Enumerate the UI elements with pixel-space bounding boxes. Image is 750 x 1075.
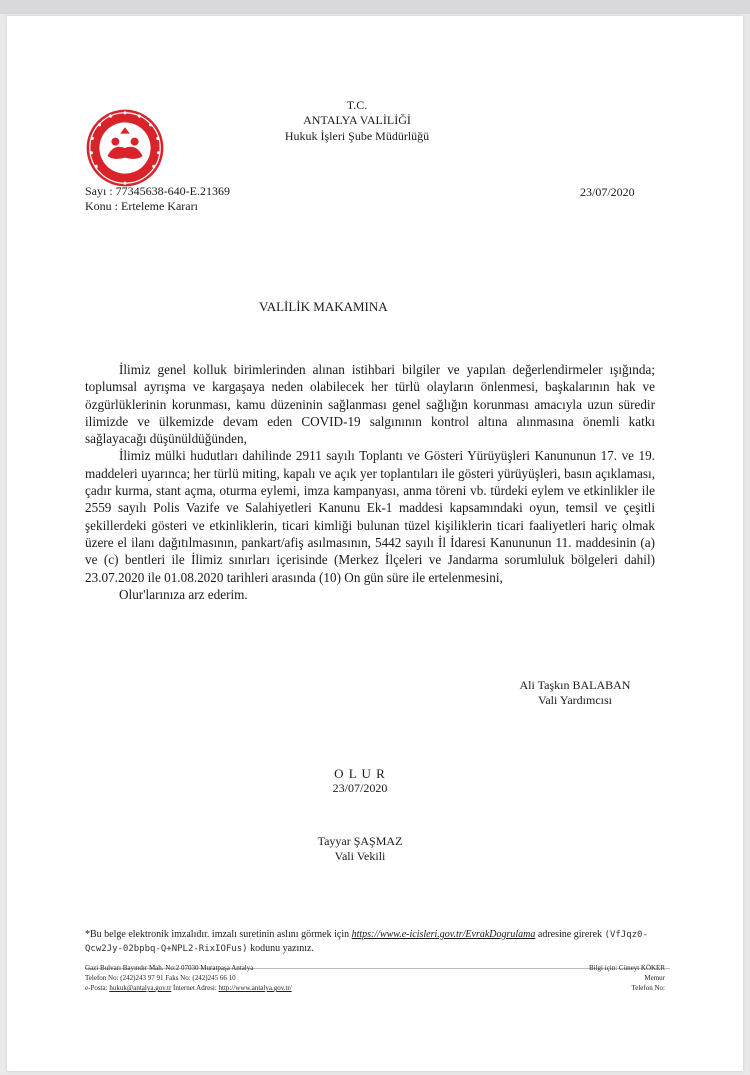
signer-1-title: Vali Yardımcısı [537, 693, 612, 707]
body-paragraph-3: Olur'larınıza arz ederim. [119, 586, 248, 602]
approval-olur: O L U R [334, 766, 386, 781]
footer-phone: Telefon No: (242)243 97 91 Faks No: (242)245 66 10 [85, 974, 236, 982]
signer-1-name: Ali Taşkın BALABAN [519, 678, 631, 692]
note-text-2: adresine girerek [535, 929, 605, 940]
document-page [7, 16, 743, 1071]
header-department: Hukuk İşleri Şube Müdürlüğü [284, 129, 430, 143]
footer-email-web [85, 983, 292, 993]
e-signature-note [85, 928, 670, 956]
email-label: e-Posta: [85, 984, 110, 992]
signer-2-title: Vali Vekili [334, 849, 386, 863]
addressee: VALİLİK MAKAMINA [259, 299, 388, 314]
email-link[interactable]: hukuk@antalya.gov.tr [109, 984, 172, 992]
signer-2 [295, 834, 425, 864]
info-contact-person: Bilgi için: Cüneyt KÖKER [588, 964, 665, 972]
note-text-3: kodunu yazınız. [247, 943, 314, 954]
header-governorate: ANTALYA VALİLİĞİ [303, 113, 411, 127]
signer-2-name: Tayyar ŞAŞMAZ [317, 834, 403, 848]
note-text-1: *Bu belge elektronik imzalıdır. imzalı suretinin aslını görmek için [85, 929, 352, 940]
ministry-seal-icon [85, 108, 165, 188]
document-date: 23/07/2020 [580, 185, 635, 199]
body-paragraph-1: İlimiz genel kolluk birimlerinden alınan istihbari bilgiler ve yapılan değerlendirmeler ışığında; toplumsal ayrışma ve kargaşaya neden olabilecek her türlü olayların önlenmesi, başkalarının hak ve özgürlüklerinin korunması, kamu düzeninin sağlanması genel sağlığın korunması amacıyla uzun süredir ilimizde ve ülkemizde devam eden COVID-19 salgınının kontrol altına alınmasına önemli katkı sağlayacağı düşünüldüğünden, [85, 362, 655, 447]
approval-date: 23/07/2020 [332, 781, 388, 795]
verification-link[interactable]: https://www.e-icisleri.gov.tr/EvrakDogrulama [351, 929, 536, 940]
info-phone: Telefon No: [631, 984, 665, 992]
header-tc: T.C. [346, 98, 368, 112]
subject: Konu : Erteleme Kararı [85, 199, 198, 213]
web-label: İnternet Adresi: [171, 984, 219, 992]
verification-code: (VfJqz0-Qcw2Jy-02bpbq-Q+NPL2-RixIOFus) [85, 930, 648, 954]
document-body [85, 361, 655, 603]
top-edge [0, 0, 750, 14]
website-link[interactable]: http://www.antalya.gov.tr/ [218, 984, 292, 992]
footer-info [535, 963, 665, 993]
approval-block [300, 766, 420, 796]
info-role: Memur [644, 974, 665, 982]
signer-1 [495, 678, 655, 708]
footer-contact [85, 963, 292, 993]
reference-number: Sayı : 77345638-640-E.21369 [85, 184, 230, 198]
footer-address: Gazi Bulvarı Bayındır Mah. No:2 07030 Muratpaşa Antalya [85, 964, 254, 972]
body-paragraph-2: İlimiz mülki hudutları dahilinde 2911 sayılı Toplantı ve Gösteri Yürüyüşleri Kanununun 17. ve 19. maddeleri uyarınca; her türlü miting, kapalı ve açık yer toplantıları ile gösteri yürüyüşleri, basın açıklaması, çadır kurma, stant açma, oturma eylemi, imza kampanyası, anma töreni vb. türdeki eylem ve etkinlikler ile 2559 sayılı Polis Vazife ve Salahiyetleri Kanunu Ek-1 maddesi kapsamındaki oyun, temsil ve çeşitli şekillerdeki gösteri ve etkinliklerin, ticari kimliği bulunan tüzel kişiliklerin ticari faaliyetleri hariç olmak üzere el ilanı dağıtılmasının, pankart/afiş asılmasının, 5442 sayılı İl İdaresi Kanununun 11. maddesinin (a) ve (c) bentleri ile İlimiz sınırları içerisinde (Merkez İlçeleri ve Jandarma sorumluluk bölgeleri dahil) 23.07.2020 ile 01.08.2020 tarihleri arasında (10) On gün süre ile ertelenmesini, [85, 448, 655, 585]
